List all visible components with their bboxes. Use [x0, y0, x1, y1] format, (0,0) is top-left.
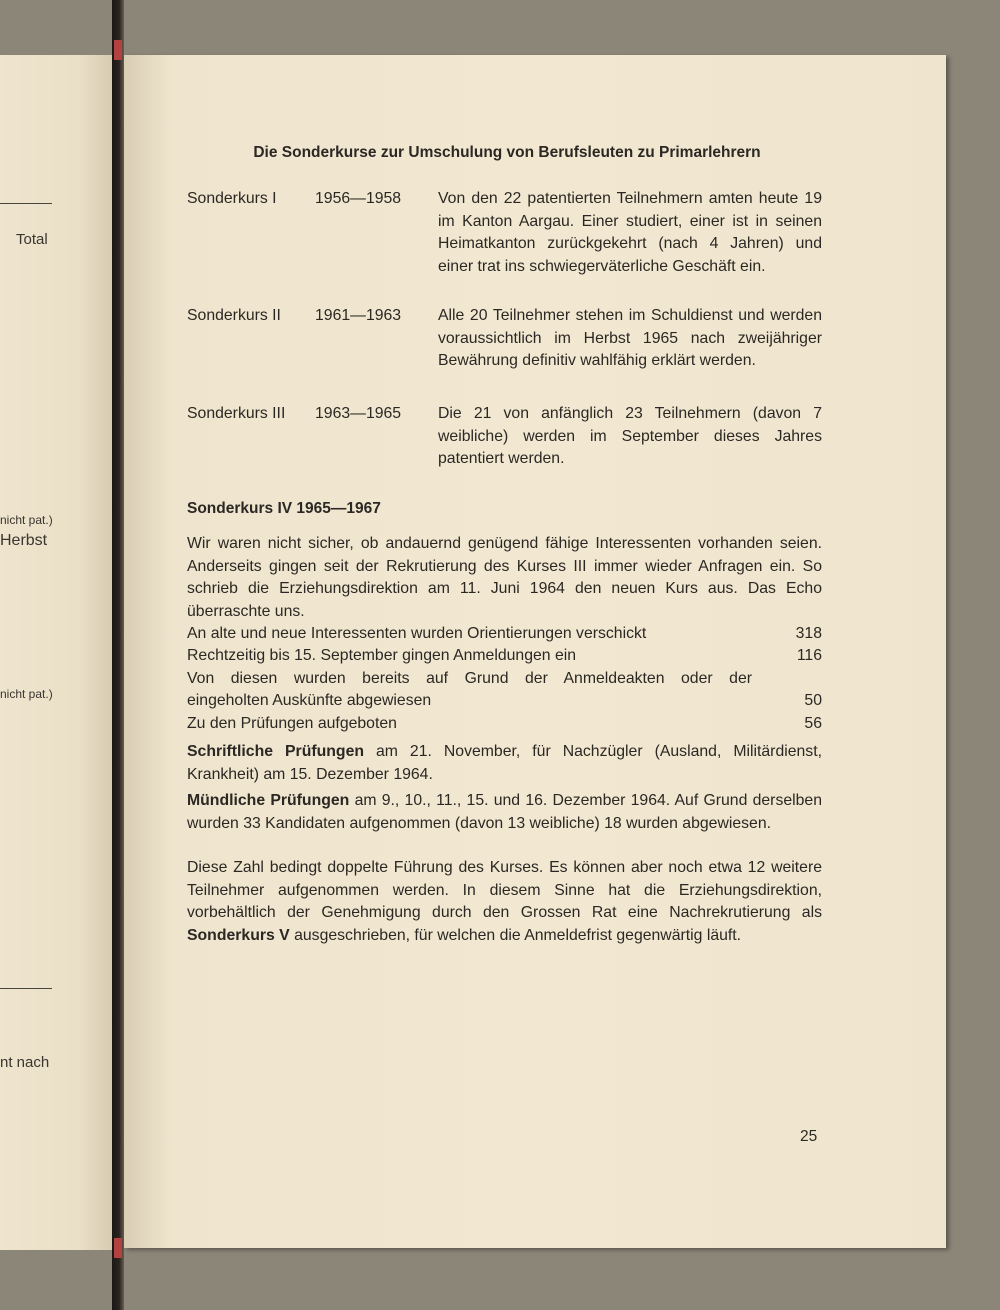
stat-value: 50 — [804, 692, 822, 709]
page-number: 25 — [800, 1128, 818, 1145]
stat-label: An alte und neue Interessenten wurden Orientierungen verschickt — [187, 625, 647, 642]
spine-bookmark-top — [114, 40, 122, 60]
schriftliche-pruefungen-paragraph — [187, 741, 822, 786]
kurs-name: Sonderkurs II — [187, 307, 281, 324]
kurs4-intro: Wir waren nicht sicher, ob andauernd genügend fähige Interessenten vorhanden seien. Anderseits gingen seit der Rekrutierung des Kurses III immer wieder Anfragen ein. So schrieb die Erziehungsdirektion am 11. Juni 1964 den neuen Kurs aus. Das Echo überraschte uns. — [187, 535, 822, 620]
kurs-years: 1961—1963 — [315, 307, 402, 324]
left-page-rule-top — [0, 203, 52, 204]
stat-label: Von diesen wurden bereits auf Grund der Anmeldeakten oder der — [187, 670, 752, 687]
left-note: nicht pat.) — [0, 513, 53, 527]
kurs-years: 1956—1958 — [315, 190, 402, 207]
kurs-years: 1963—1965 — [315, 405, 402, 422]
spine-bookmark-bottom — [114, 1238, 122, 1258]
kurs-description: Von den 22 patentierten Teilnehmern amten heute 19 im Kanton Aargau. Einer studiert, einer ist in seinen Heimatkanton zurückgekehrt (nach 4 Jahren) und einer trat ins schwiegerväterliche Geschäft ein. — [438, 190, 822, 275]
page-title: Die Sonderkurse zur Umschulung von Berufsleuten zu Primarlehrern — [253, 144, 761, 161]
kurs-name: Sonderkurs I — [187, 190, 277, 207]
left-note: Herbst — [0, 532, 48, 549]
schriftliche-pruefungen-label: Schriftliche Prüfungen — [187, 743, 364, 760]
closing-text-1: Diese Zahl bedingt doppelte Führung des Kurses. Es können aber noch etwa 12 weitere Teilnehmer aufgenommen werden. In diesem Sinne hat die Erziehungsdirektion, vorbehältlich der Genehmigung durch den Grossen Rat eine Nachrekrutierung als — [187, 859, 822, 921]
left-total-label: Total — [16, 231, 48, 248]
sonderkurs-v-label: Sonderkurs V — [187, 926, 290, 944]
kurs-description: Die 21 von anfänglich 23 Teilnehmern (davon 7 weibliche) werden im September dieses Jahres patentiert werden. — [438, 405, 822, 467]
muendliche-pruefungen-label: Mündliche Prüfungen — [187, 792, 350, 809]
left-page-rule-bottom — [0, 988, 52, 989]
left-note: nicht pat.) — [0, 687, 53, 701]
stat-value: 116 — [796, 647, 822, 664]
stat-value: 318 — [795, 625, 822, 642]
schriftliche-pruefungen-text: am 21. November, für Nachzügler (Ausland, Militärdienst, Krankheit) am 15. Dezember 1964. — [187, 743, 822, 783]
stat-label: eingeholten Auskünfte abgewiesen — [187, 692, 432, 709]
stat-value: 56 — [804, 715, 822, 732]
muendliche-pruefungen-text: am 9., 10., 11., 15. und 16. Dezember 1964. Auf Grund derselben wurden 33 Kandidaten aufgenommen (davon 13 weibliche) 18 wurden abgewiesen. — [187, 792, 822, 832]
left-bottom-text: nt nach — [0, 1054, 50, 1071]
closing-text-2: ausgeschrieben, für welchen die Anmeldefrist gegenwärtig läuft. — [289, 926, 742, 944]
stat-label: Rechtzeitig bis 15. September gingen Anmeldungen ein — [187, 647, 577, 664]
kurs4-heading: Sonderkurs IV 1965—1967 — [187, 500, 381, 517]
book-spine — [112, 0, 124, 1310]
stat-label: Zu den Prüfungen aufgeboten — [187, 715, 397, 732]
muendliche-pruefungen-paragraph — [187, 790, 822, 835]
closing-paragraph — [187, 857, 822, 947]
kurs-name: Sonderkurs III — [187, 405, 286, 422]
kurs-description: Alle 20 Teilnehmer stehen im Schuldienst und werden voraussichtlich im Herbst 1965 nach zweijähriger Bewährung definitiv wahlfähig erklärt werden. — [438, 307, 822, 369]
